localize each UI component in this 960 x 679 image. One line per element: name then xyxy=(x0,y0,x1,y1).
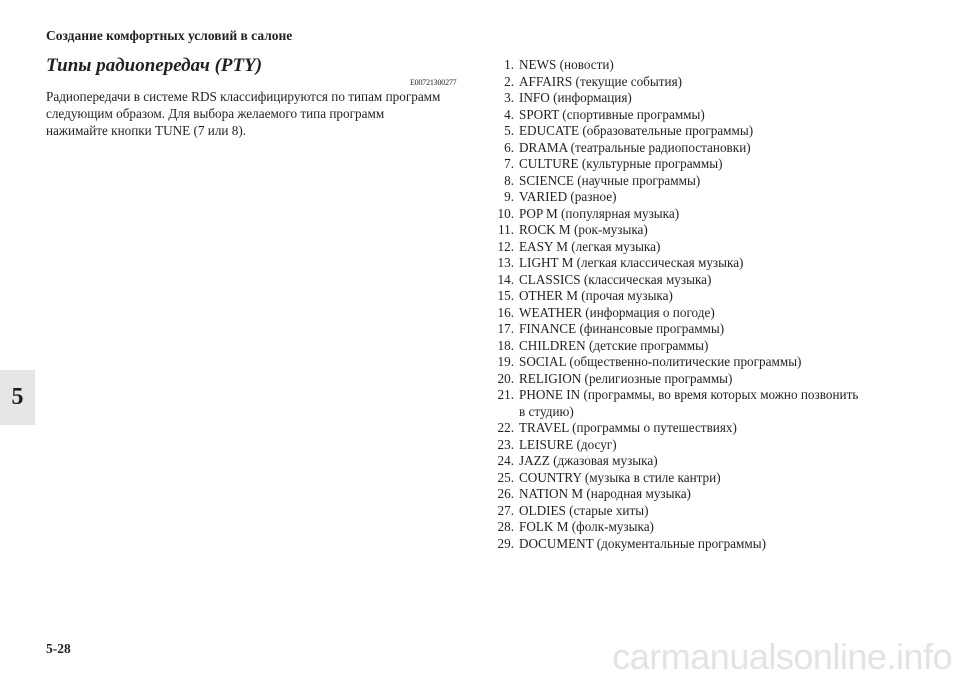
list-item-text xyxy=(519,156,922,173)
list-item-text xyxy=(519,354,922,371)
list-item-line: NEWS (новости) xyxy=(519,57,614,72)
list-item-line: OTHER M (прочая музыка) xyxy=(519,288,673,303)
list-item-text xyxy=(519,189,922,206)
list-item xyxy=(492,486,922,503)
list-item-text xyxy=(519,206,922,223)
list-item-line: NATION M (народная музыка) xyxy=(519,486,691,501)
list-item xyxy=(492,321,922,338)
list-item-line: COUNTRY (музыка в стиле кантри) xyxy=(519,469,721,485)
list-item-text xyxy=(519,272,922,289)
list-item-line: FINANCE (финансовые программы) xyxy=(519,321,725,336)
list-item xyxy=(492,338,922,355)
list-item xyxy=(492,239,922,256)
list-item xyxy=(492,371,922,388)
list-item-text xyxy=(519,305,922,322)
list-item-text xyxy=(519,503,922,520)
intro-line: следующим образом. Для выбора желаемого типа программ xyxy=(46,106,385,121)
list-item-number: 26. xyxy=(497,486,514,501)
list-item-line: DRAMA (театральные радиопостановки) xyxy=(519,139,751,155)
section-title: Типы радиопередач (PTY) xyxy=(46,55,263,76)
list-item-number: 25. xyxy=(497,469,514,485)
list-item xyxy=(492,189,922,206)
list-item-line: RELIGION (религиозные программы) xyxy=(519,370,733,386)
list-item-number: 12. xyxy=(497,238,514,254)
list-item-text xyxy=(519,536,922,553)
list-item-line: POP M (популярная музыка) xyxy=(519,205,680,221)
list-item-text xyxy=(519,486,922,503)
list-item-line: INFO (информация) xyxy=(519,90,632,105)
list-item-number: 28. xyxy=(497,519,514,534)
list-item xyxy=(492,222,922,239)
pty-list xyxy=(492,57,922,552)
list-item xyxy=(492,437,922,454)
list-item-text xyxy=(519,371,922,388)
list-item-line: SOCIAL (общественно-политические программы) xyxy=(519,354,802,369)
list-item xyxy=(492,156,922,173)
list-item-number: 3. xyxy=(504,90,514,105)
list-item-line: OLDIES (старые хиты) xyxy=(519,502,649,518)
list-item-number: 17. xyxy=(497,321,514,336)
list-item-text xyxy=(519,470,922,487)
list-item-text xyxy=(519,255,922,272)
list-item-number: 6. xyxy=(504,139,514,155)
list-item-number: 2. xyxy=(504,73,514,89)
list-item-line: AFFAIRS (текущие события) xyxy=(519,73,683,89)
list-item-line: PHONE IN (программы, во время которых можно позвонить xyxy=(519,387,859,402)
list-item-text xyxy=(519,123,922,140)
list-item-number: 18. xyxy=(497,337,514,353)
list-item-text xyxy=(519,338,922,355)
list-item xyxy=(492,519,922,536)
section-tab xyxy=(0,370,35,425)
list-item-number: 19. xyxy=(497,354,514,369)
list-item-number: 22. xyxy=(497,420,514,435)
list-item-line: WEATHER (информация о погоде) xyxy=(519,304,715,320)
list-item-text xyxy=(519,519,922,536)
list-item xyxy=(492,420,922,437)
list-item-text xyxy=(519,239,922,256)
list-item-line: SCIENCE (научные программы) xyxy=(519,172,701,188)
list-item-text xyxy=(519,453,922,470)
list-item-line: EASY M (легкая музыка) xyxy=(519,238,661,254)
list-item-line: CULTURE (культурные программы) xyxy=(519,156,723,171)
intro-paragraph xyxy=(46,88,461,139)
list-item-text xyxy=(519,437,922,454)
list-item-text xyxy=(519,288,922,305)
list-item-line: DOCUMENT (документальные программы) xyxy=(519,535,766,551)
section-tab-number: 5 xyxy=(11,384,24,410)
list-item-line: EDUCATE (образовательные программы) xyxy=(519,123,754,138)
list-item-line: SPORT (спортивные программы) xyxy=(519,106,705,122)
list-item xyxy=(492,503,922,520)
list-item-number: 5. xyxy=(504,123,514,138)
list-item-number: 23. xyxy=(497,436,514,452)
list-item xyxy=(492,140,922,157)
list-item xyxy=(492,206,922,223)
list-item xyxy=(492,90,922,107)
list-item xyxy=(492,74,922,91)
list-item xyxy=(492,453,922,470)
list-item-line: TRAVEL (программы о путешествиях) xyxy=(519,420,737,435)
list-item-line: CHILDREN (детские программы) xyxy=(519,337,709,353)
list-item xyxy=(492,288,922,305)
list-item-text xyxy=(519,387,922,420)
list-item-number: 7. xyxy=(504,156,514,171)
list-item-text xyxy=(519,222,922,239)
list-item xyxy=(492,354,922,371)
list-item-line: в студию) xyxy=(519,403,574,419)
page-number: 5-28 xyxy=(46,641,71,656)
watermark: carmanualsonline.info xyxy=(612,636,952,677)
list-item-text xyxy=(519,321,922,338)
list-item-number: 8. xyxy=(504,172,514,188)
list-item-line: ROCK M (рок-музыка) xyxy=(519,222,648,237)
list-item xyxy=(492,57,922,74)
list-item-number: 24. xyxy=(497,453,514,468)
list-item-number: 11. xyxy=(498,222,514,237)
list-item-number: 15. xyxy=(497,288,514,303)
list-item-line: JAZZ (джазовая музыка) xyxy=(519,453,658,468)
list-item-text xyxy=(519,173,922,190)
list-item-number: 16. xyxy=(497,304,514,320)
list-item-number: 9. xyxy=(504,189,514,204)
doc-code: E00721300277 xyxy=(410,78,457,87)
list-item-text xyxy=(519,420,922,437)
list-item xyxy=(492,272,922,289)
list-item-number: 10. xyxy=(497,205,514,221)
list-item-number: 29. xyxy=(497,535,514,551)
list-item-number: 27. xyxy=(497,502,514,518)
list-item-line: VARIED (разное) xyxy=(519,189,617,204)
list-item-text xyxy=(519,74,922,91)
list-item-line: LEISURE (досуг) xyxy=(519,436,617,452)
list-item-text xyxy=(519,140,922,157)
list-item-number: 14. xyxy=(497,271,514,287)
list-item-text xyxy=(519,107,922,124)
list-item-number: 1. xyxy=(504,57,514,72)
intro-line: Радиопередачи в системе RDS классифицируются по типам программ xyxy=(46,89,441,104)
list-item xyxy=(492,470,922,487)
list-item-text xyxy=(519,57,922,74)
list-item-number: 4. xyxy=(504,106,514,122)
page-header: Создание комфортных условий в салоне xyxy=(46,28,293,43)
list-item-number: 21. xyxy=(497,387,514,402)
list-item-line: CLASSICS (классическая музыка) xyxy=(519,271,712,287)
list-item xyxy=(492,107,922,124)
list-item-number: 20. xyxy=(497,370,514,386)
list-item-line: FOLK M (фолк-музыка) xyxy=(519,519,654,534)
list-item-text xyxy=(519,90,922,107)
intro-line: нажимайте кнопки TUNE (7 или 8). xyxy=(46,123,247,138)
list-item xyxy=(492,123,922,140)
list-item xyxy=(492,387,922,420)
list-item xyxy=(492,305,922,322)
list-item xyxy=(492,173,922,190)
list-item xyxy=(492,255,922,272)
list-item xyxy=(492,536,922,553)
list-item-line: LIGHT M (легкая классическая музыка) xyxy=(519,255,744,270)
list-item-number: 13. xyxy=(497,255,514,270)
